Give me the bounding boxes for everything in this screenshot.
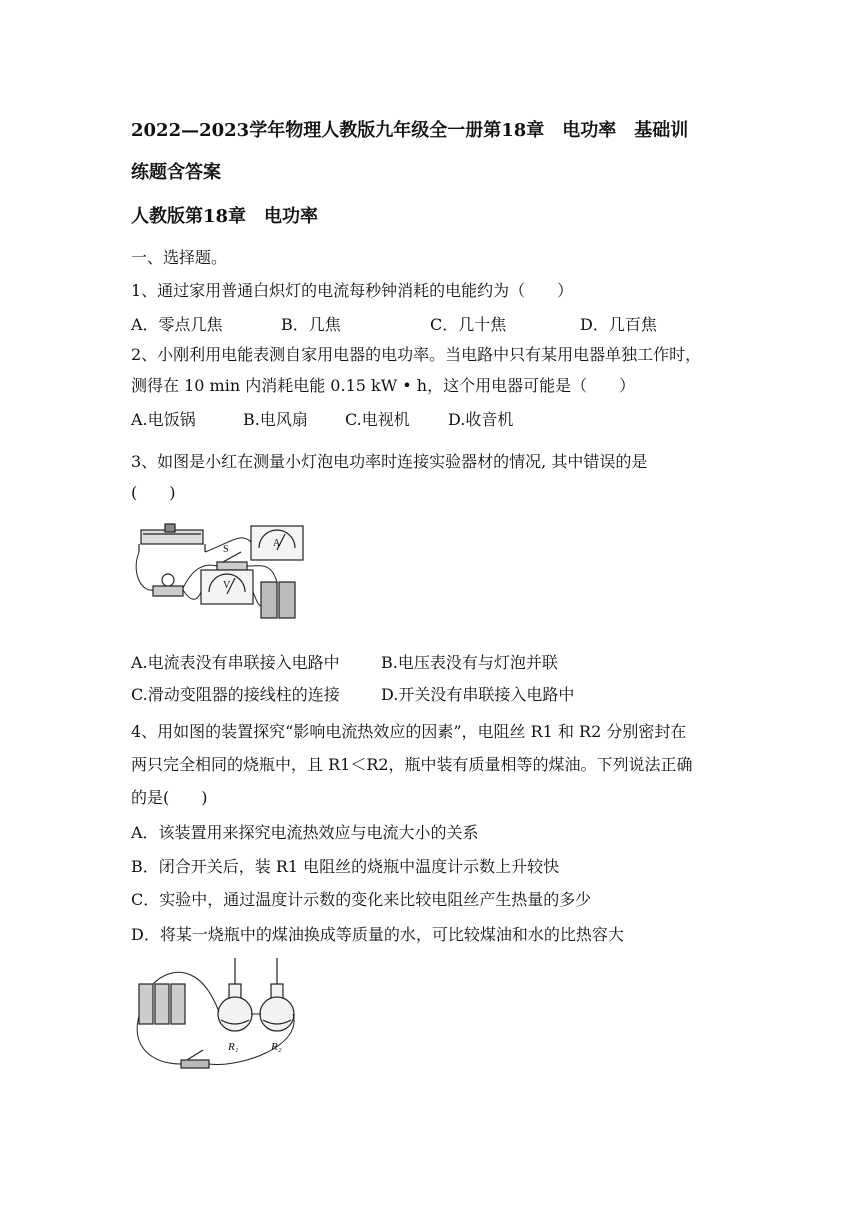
q1-option-c: C．几十焦 [430, 315, 507, 334]
ammeter-label: A [273, 538, 281, 549]
battery-icon [261, 582, 295, 618]
bulb-icon [153, 574, 183, 596]
q3-stem-line-1: 3、如图是小红在测量小灯泡电功率时连接实验器材的情况, 其中错误的是 [131, 452, 648, 471]
switch-icon [217, 552, 247, 570]
q3-option-a: A.电流表没有串联接入电路中 [131, 653, 340, 672]
switch-label: S [223, 544, 229, 555]
flask-r1-icon [218, 958, 252, 1031]
q2-stem-line-1: 2、小刚利用电能表测自家用电器的电功率。当电路中只有某用电器单独工作时， [131, 345, 702, 364]
q4-option-b: B．闭合开关后，装 R1 电阻丝的烧瓶中温度计示数上升较快 [131, 857, 560, 876]
q2-option-b: B.电风扇 [243, 410, 308, 429]
chapter-heading: 人教版第18章 电功率 [131, 206, 319, 227]
q3-option-c: C.滑动变阻器的接线柱的连接 [131, 685, 340, 704]
q2-option-a: A.电饭锅 [131, 410, 196, 429]
q3-circuit-figure [131, 522, 311, 632]
q2-option-c: C.电视机 [345, 410, 410, 429]
q3-option-b: B.电压表没有与灯泡并联 [381, 653, 558, 672]
q4-stem-line-1: 4、用如图的装置探究“影响电流热效应的因素”，电阻丝 R1 和 R2 分别密封在 [131, 722, 687, 741]
q4-option-a: A．该装置用来探究电流热效应与电流大小的关系 [131, 823, 479, 842]
switch-icon [181, 1050, 209, 1068]
flask-r2-icon [260, 958, 294, 1031]
q4-stem-line-2: 两只完全相同的烧瓶中，且 R1＜R2，瓶中装有质量相等的煤油。下列说法正确 [131, 755, 693, 774]
q2-stem-line-2: 测得在 10 min 内消耗电能 0.15 kW • h，这个用电器可能是（ ） [131, 376, 636, 395]
q1-stem: 1、通过家用普通白炽灯的电流每秒钟消耗的电能约为（ ） [131, 281, 574, 300]
q4-option-c: C．实验中，通过温度计示数的变化来比较电阻丝产生热量的多少 [131, 890, 592, 909]
page-title-line-2: 练题含答案 [131, 162, 221, 183]
voltmeter-label: V [223, 580, 231, 591]
battery-icon [139, 984, 185, 1024]
q4-flask-figure [131, 956, 305, 1074]
q1-option-d: D．几百焦 [580, 315, 657, 334]
page-title-line-1: 2022—2023学年物理人教版九年级全一册第18章 电功率 基础训 [131, 120, 689, 141]
section-heading: 一、选择题。 [131, 248, 228, 267]
q1-option-b: B．几焦 [281, 315, 341, 334]
q4-stem-line-3: 的是( ) [131, 788, 208, 807]
q3-option-d: D.开关没有串联接入电路中 [381, 685, 575, 704]
q2-option-d: D.收音机 [448, 410, 514, 429]
q4-option-d: D．将某一烧瓶中的煤油换成等质量的水，可比较煤油和水的比热容大 [131, 925, 624, 944]
q1-option-a: A．零点几焦 [131, 315, 223, 334]
r2-label: R₂ [271, 1041, 282, 1053]
q3-stem-line-2: ( ) [131, 483, 176, 502]
r1-label: R₁ [228, 1041, 239, 1053]
rheostat-icon [139, 524, 205, 552]
